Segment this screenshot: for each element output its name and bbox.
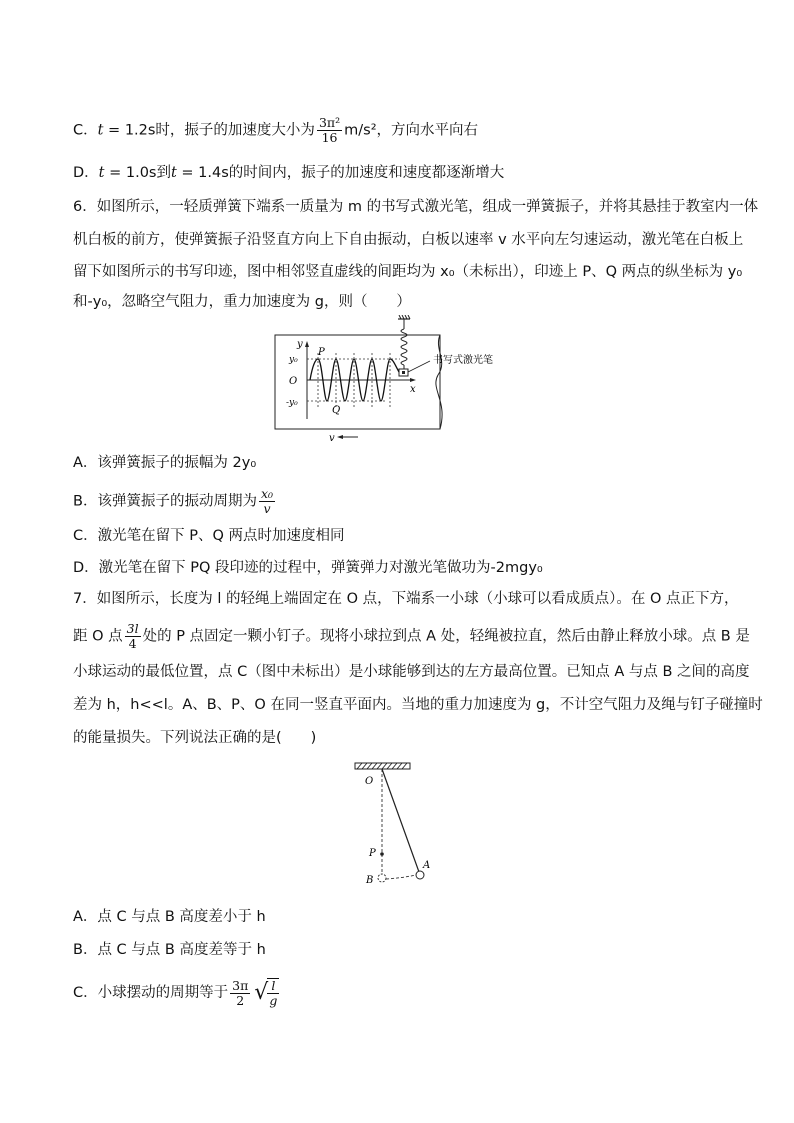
q7-stem-line2	[73, 622, 750, 651]
neg-y0-label: -y₀	[286, 398, 298, 408]
point-q-label: Q	[332, 405, 341, 416]
stem-text: 距 O 点	[73, 628, 123, 645]
option-text: = 1.4s的时间内，振子的加速度和速度都逐渐增大	[176, 165, 505, 181]
q7-stem-line1: 7．如图所示，长度为 l 的轻绳上端固定在 O 点，下端系一小球（小球可以看成质点）。在 O 点正下方，	[73, 591, 739, 607]
point-p-label: P	[318, 347, 325, 358]
q6-option-d: D．激光笔在留下 PQ 段印迹的过程中，弹簧弹力对激光笔做功为-2mgy₀	[73, 560, 543, 576]
fraction-numerator: l	[267, 979, 279, 994]
var-t: t	[98, 165, 105, 181]
point-o-label: O	[365, 776, 374, 787]
option-letter: C．	[73, 122, 98, 139]
sqrt-sign: √	[254, 980, 269, 1005]
fraction-numerator: 3π²	[318, 115, 341, 130]
fraction-x0-v	[259, 487, 275, 516]
point-b-label: B	[366, 875, 374, 886]
option-text: = 1.0s到	[104, 165, 171, 181]
q7-figure-pendulum	[352, 760, 442, 890]
q6-option-c: C．激光笔在留下 P、Q 两点时加速度相同	[73, 528, 345, 544]
q6-stem-line3: 留下如图所示的书写印迹，图中相邻竖直虚线的间距均为 x₀（未标出），印迹上 P、Q 两点的纵坐标为 y₀	[73, 264, 743, 280]
fraction-numerator: x₀	[260, 486, 274, 501]
fraction-denominator: v	[263, 501, 271, 516]
option-text: = 1.2s时，振子的加速度大小为	[103, 122, 315, 139]
fraction-3l-4	[125, 622, 141, 651]
fraction-3pi2-16	[317, 116, 342, 145]
option-text: ，方向水平向右	[376, 122, 479, 139]
y0-label: y₀	[289, 355, 298, 365]
q6-option-b	[73, 487, 277, 516]
y-axis-label: y	[297, 339, 303, 350]
var-t: t	[170, 165, 177, 181]
fraction-denominator: 4	[128, 636, 137, 651]
fraction-l-g	[267, 978, 279, 1008]
q5-option-c	[73, 116, 478, 145]
option-text: B．该弹簧振子的振动周期为	[73, 493, 257, 510]
q6-option-a: A．该弹簧振子的振幅为 2y₀	[73, 455, 257, 471]
q7-option-a: A．点 C 与点 B 高度差小于 h	[73, 909, 266, 925]
pen-label: 书写式激光笔	[433, 355, 493, 366]
q7-stem-line4: 差为 h，h<<l。A、B、P、O 在同一竖直平面内。当地的重力加速度为 g，不计空气阻力及绳与钉子碰撞时	[73, 697, 763, 713]
x-axis-label: x	[410, 384, 416, 395]
q7-stem-line3: 小球运动的最低位置，点 C（图中未标出）是小球能够到达的左方最高位置。已知点 A 与点 B 之间的高度	[73, 664, 750, 680]
q5-option-d	[73, 163, 504, 183]
q6-stem-line2: 机白板的前方，使弹簧振子沿竖直方向上下自由振动，白板以速率 v 水平向左匀速运动，激光笔在白板上	[73, 232, 744, 248]
fraction-denominator: 2	[236, 992, 245, 1008]
q6-stem-line1: 6．如图所示，一轻质弹簧下端系一质量为 m 的书写式激光笔，组成一弹簧振子，并将其悬挂于教室内一体	[73, 199, 759, 215]
var-t: t	[97, 122, 104, 139]
stem-text: 处的 P 点固定一颗小钉子。现将小球拉到点 A 处，轻绳被拉直，然后由静止释放小球。点 B 是	[142, 628, 750, 645]
option-letter: D．	[73, 165, 99, 181]
q6-stem-line4: 和-y₀，忽略空气阻力，重力加速度为 g，则（ ）	[73, 294, 411, 310]
fraction-numerator: 3π	[232, 977, 249, 993]
q7-option-c	[73, 978, 281, 1008]
fraction-denominator: 16	[321, 130, 338, 145]
unit: m/s²	[344, 122, 377, 139]
point-a-label: A	[423, 860, 431, 871]
fraction-3pi-2	[230, 979, 250, 1008]
fraction-denominator: g	[269, 993, 278, 1008]
q7-option-b: B．点 C 与点 B 高度差等于 h	[73, 942, 266, 958]
fraction-numerator: 3l	[126, 621, 139, 636]
q7-stem-line5: 的能量损失。下列说法正确的是( )	[73, 730, 317, 746]
point-p-label: P	[369, 848, 376, 859]
origin-label: O	[289, 376, 298, 387]
velocity-label: v	[329, 433, 335, 444]
q6-figure-whiteboard	[262, 315, 542, 450]
option-text: C．小球摆动的周期等于	[73, 985, 229, 1001]
